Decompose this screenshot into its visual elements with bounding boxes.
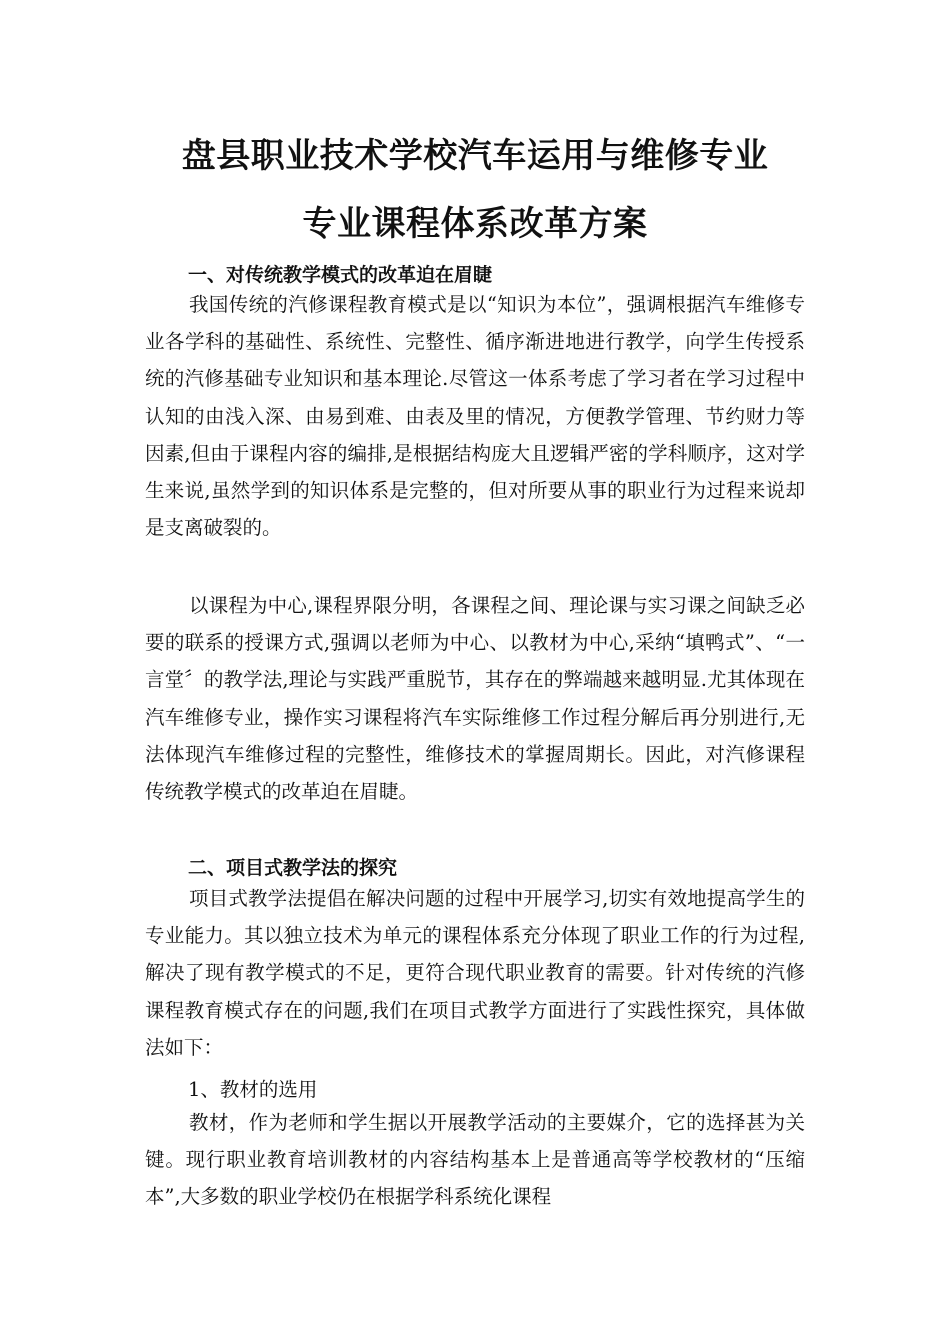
document-title-line2: 专业课程体系改革方案 <box>302 204 648 244</box>
section2-heading: 二、项目式教学法的探究 <box>188 857 398 879</box>
section2-paragraph1: 项目式教学法提倡在解决问题的过程中开展学习,切实有效地提高学生的专业能力。其以独立技术为单元的课程体系充分体现了职业工作的行为过程,解决了现有教学模式的不足，更符合现代职业教育的需要。针对传统的汽修课程教育模式存在的问题,我们在项目式教学方面进行了实践性探究，具体做法如下： <box>145 887 805 1059</box>
section1-paragraph1: 我国传统的汽修课程教育模式是以“知识为本位”，强调根据汽车维修专业各学科的基础性、系统性、完整性、循序渐进地进行教学，向学生传授系统的汽修基础专业知识和基本理论.尽管这一体系考虑了学习者在学习过程中认知的由浅入深、由易到难、由表及里的情况，方便教学管理、节约财力等因素,但由于课程内容的编排,是根据结构庞大且逻辑严密的学科顺序，这对学生来说,虽然学到的知识体系是完整的，但对所要从事的职业行为过程来说却是支离破裂的。 <box>145 293 805 540</box>
section2-sub1-paragraph: 教材，作为老师和学生据以开展教学活动的主要媒介，它的选择甚为关键。现行职业教育培训教材的内容结构基本上是普通高等学校教材的“压缩本”,大多数的职业学校仍在根据学科系统化课程 <box>145 1111 805 1209</box>
section1-heading: 一、对传统教学模式的改革迫在眉睫 <box>188 264 493 286</box>
section1-paragraph2: 以课程为中心,课程界限分明，各课程之间、理论课与实习课之间缺乏必要的联系的授课方式,强调以老师为中心、以教材为中心,采纳“填鸭式”、“一言堂〞的教学法,理论与实践严重脱节，其存在的弊端越来越明显.尤其体现在汽车维修专业，操作实习课程将汽车实际维修工作过程分解后再分别进行,无法体现汽车维修过程的完整性，维修技术的掌握周期长。因此，对汽修课程传统教学模式的改革迫在眉睫。 <box>145 594 805 804</box>
section2-subheading-1: 1、教材的选用 <box>188 1078 318 1101</box>
document-title-line1: 盘县职业技术学校汽车运用与维修专业 <box>181 136 769 176</box>
